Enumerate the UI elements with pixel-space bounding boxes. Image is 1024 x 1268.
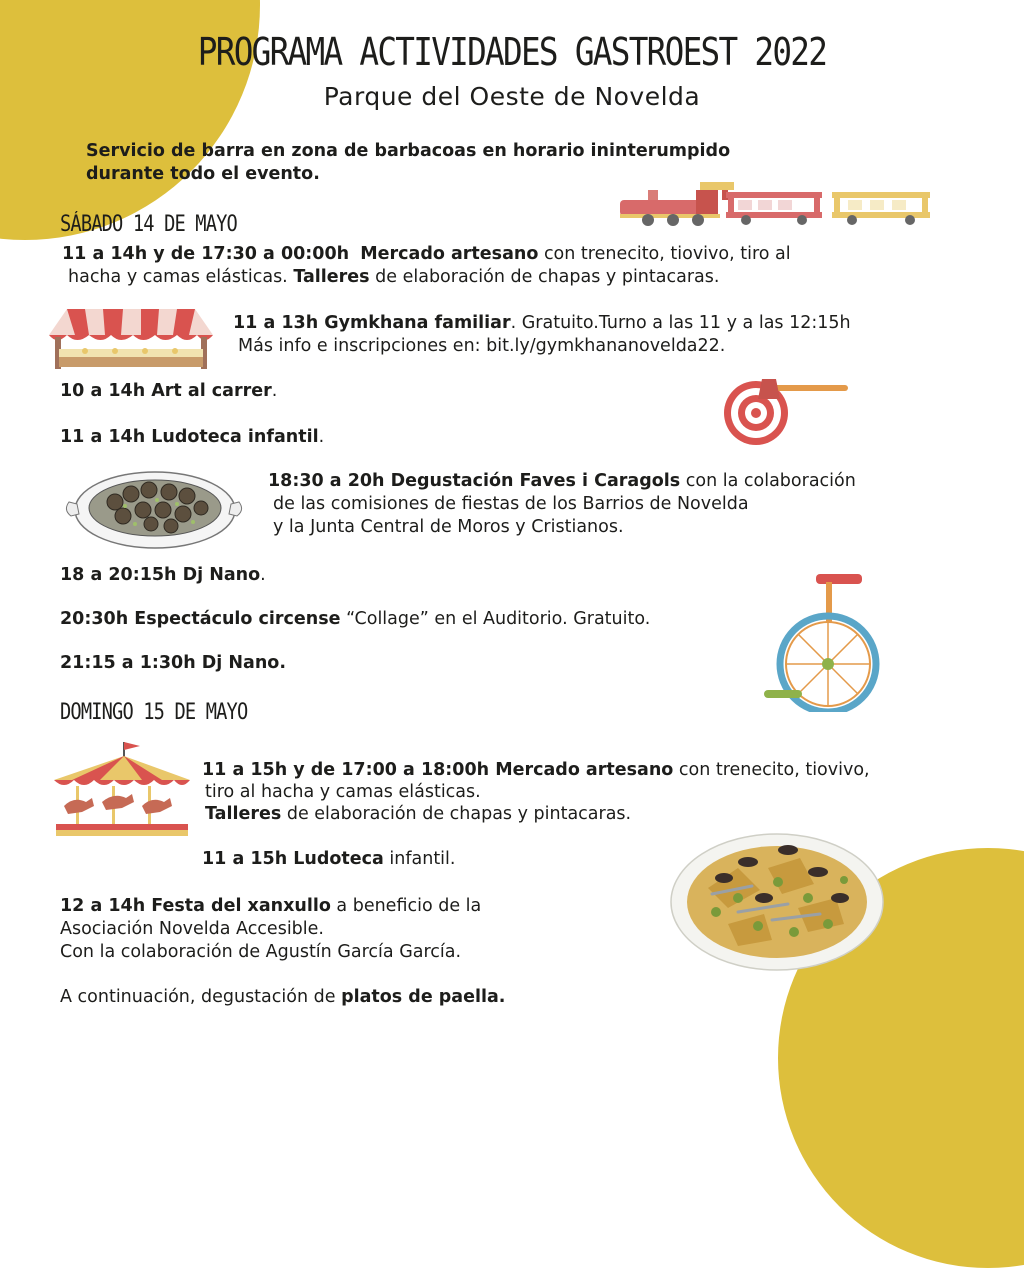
sat-mercado-line-2: hacha y camas elásticas. Talleres de elaboración de chapas y pintacaras. xyxy=(68,267,720,287)
page-title: PROGRAMA ACTIVIDADES GASTROEST 2022 xyxy=(197,30,827,74)
sat-mercado-line-1: 11 a 14h y de 17:30 a 00:00h Mercado artesano con trenecito, tiovivo, tiro al xyxy=(62,244,791,264)
sat-degustacion-line-3: y la Junta Central de Moros y Cristianos. xyxy=(273,517,624,537)
intro-line-1: Servicio de barra en zona de barbacoas en horario ininterumpido xyxy=(86,141,731,161)
sat-ludoteca: 11 a 14h Ludoteca infantil. xyxy=(60,427,325,447)
unicycle-illustration xyxy=(762,570,888,712)
saturday-heading: SÁBADO 14 DE MAYO xyxy=(60,212,237,237)
sat-dj-nano-1: 18 a 20:15h Dj Nano. xyxy=(60,565,266,585)
sun-paella: A continuación, degustación de platos de paella. xyxy=(60,987,506,1007)
sat-art-al-carrer: 10 a 14h Art al carrer. xyxy=(60,381,278,401)
market-stall-illustration xyxy=(45,305,217,370)
sat-gymkhana-line-1: 11 a 13h Gymkhana familiar. Gratuito.Turno a las 11 y a las 12:15h xyxy=(233,313,851,333)
sun-mercado-line-3: Talleres de elaboración de chapas y pintacaras. xyxy=(205,804,632,824)
sunday-heading: DOMINGO 15 DE MAYO xyxy=(60,700,248,725)
sun-xanxullo-line-3: Con la colaboración de Agustín García García. xyxy=(60,942,462,962)
sat-gymkhana-line-2: Más info e inscripciones en: bit.ly/gymkhananovelda22. xyxy=(238,336,726,356)
snails-dish-illustration xyxy=(65,466,243,554)
axe-target-illustration xyxy=(710,375,850,447)
sun-mercado-line-1: 11 a 15h y de 17:00 a 18:00h Mercado artesano con trenecito, tiovivo, xyxy=(202,760,870,780)
sun-xanxullo-line-1: 12 a 14h Festa del xanxullo a beneficio de la xyxy=(60,896,482,916)
intro-line-2: durante todo el evento. xyxy=(86,164,320,184)
sat-espectaculo-circense: 20:30h Espectáculo circense “Collage” en el Auditorio. Gratuito. xyxy=(60,609,651,629)
sun-mercado-line-2: tiro al hacha y camas elásticas. xyxy=(205,782,481,802)
train-illustration xyxy=(618,180,934,228)
sat-degustacion-line-1: 18:30 a 20h Degustación Faves i Caragols con la colaboración xyxy=(268,471,856,491)
sat-degustacion-line-2: de las comisiones de fiestas de los Barrios de Novelda xyxy=(273,494,749,514)
page-subtitle: Parque del Oeste de Novelda xyxy=(323,82,701,111)
sun-ludoteca: 11 a 15h Ludoteca infantil. xyxy=(202,849,456,869)
sun-xanxullo-line-2: Asociación Novelda Accesible. xyxy=(60,919,324,939)
sat-dj-nano-2: 21:15 a 1:30h Dj Nano. xyxy=(60,653,286,673)
carousel-illustration xyxy=(52,740,192,838)
xanxullo-dish-illustration xyxy=(668,828,886,974)
